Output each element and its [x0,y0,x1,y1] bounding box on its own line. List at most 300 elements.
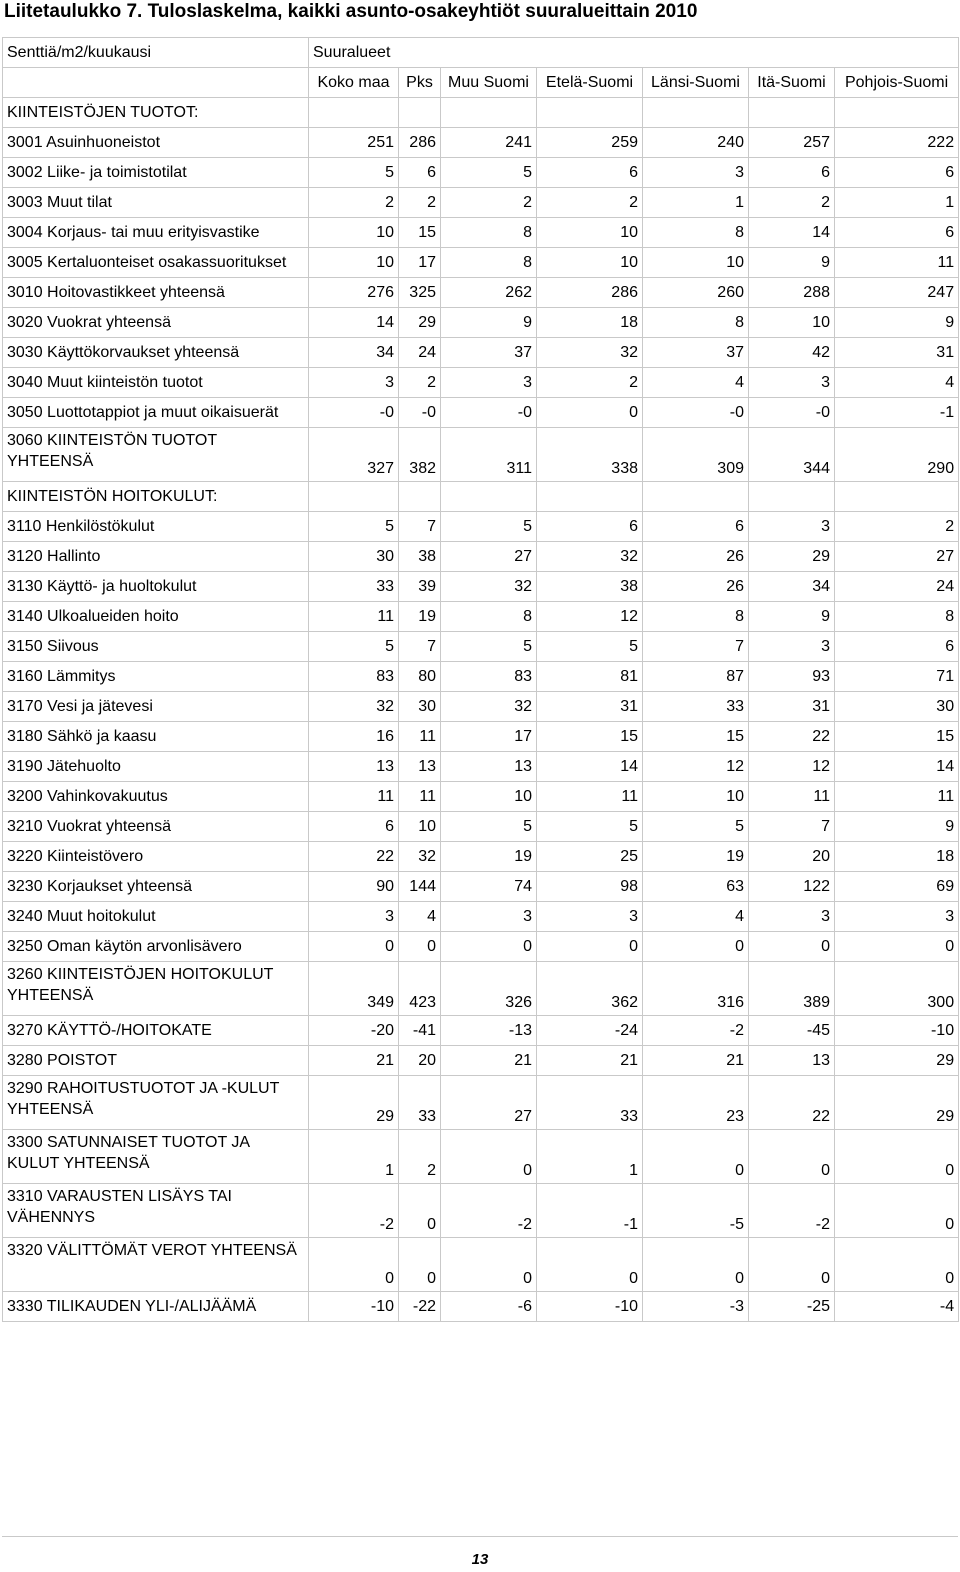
row-label: 3200 Vahinkovakuutus [3,782,309,812]
value-cell: 17 [441,722,537,752]
value-cell: 24 [399,338,441,368]
row-label: 3320 VÄLITTÖMÄT VEROT YHTEENSÄ [3,1238,309,1292]
value-cell: 0 [441,932,537,962]
value-cell: 325 [399,278,441,308]
value-cell: 11 [399,782,441,812]
value-cell: 3 [749,632,835,662]
row-label: 3020 Vuokrat yhteensä [3,308,309,338]
value-cell: 19 [441,842,537,872]
value-cell: 362 [537,962,643,1016]
row-label: 3060 KIINTEISTÖN TUOTOT YHTEENSÄ [3,428,309,482]
value-cell: 30 [309,542,399,572]
table-row [3,428,959,482]
row-label: 3260 KIINTEISTÖJEN HOITOKULUT YHTEENSÄ [3,962,309,1016]
row-label: 3130 Käyttö- ja huoltokulut [3,572,309,602]
table-row [3,248,959,278]
value-cell: 2 [309,188,399,218]
value-cell: -20 [309,1016,399,1046]
table-row [3,1016,959,1046]
row-label: 3010 Hoitovastikkeet yhteensä [3,278,309,308]
value-cell: 81 [537,662,643,692]
column-header: Koko maa [309,68,399,98]
value-cell: 30 [399,692,441,722]
value-cell: 316 [643,962,749,1016]
value-cell: -10 [537,1292,643,1322]
value-cell: 9 [441,308,537,338]
value-cell: 10 [749,308,835,338]
value-cell: 6 [835,218,959,248]
value-cell: 251 [309,128,399,158]
value-cell: 0 [537,1238,643,1292]
value-cell: 3 [643,158,749,188]
row-label: KIINTEISTÖJEN TUOTOT: [3,98,309,128]
value-cell: 31 [749,692,835,722]
value-cell: 144 [399,872,441,902]
value-cell: -0 [309,398,399,428]
table-row [3,1046,959,1076]
value-cell: 311 [441,428,537,482]
value-cell: 260 [643,278,749,308]
value-cell: 5 [537,632,643,662]
value-cell: 423 [399,962,441,1016]
value-cell: 8 [441,218,537,248]
value-cell: 13 [309,752,399,782]
value-cell: 16 [309,722,399,752]
value-cell: 33 [309,572,399,602]
value-cell: 13 [441,752,537,782]
value-cell: 11 [749,782,835,812]
value-cell: 257 [749,128,835,158]
value-cell: 2 [835,512,959,542]
value-cell: 6 [399,158,441,188]
value-cell: -0 [441,398,537,428]
value-cell: 14 [309,308,399,338]
value-cell: 11 [309,602,399,632]
value-cell: 9 [835,308,959,338]
value-cell: -25 [749,1292,835,1322]
value-cell: 7 [399,632,441,662]
value-cell: 259 [537,128,643,158]
value-cell: 25 [537,842,643,872]
value-cell: 18 [537,308,643,338]
value-cell: 10 [309,248,399,278]
value-cell: 10 [537,248,643,278]
value-cell: 15 [835,722,959,752]
value-cell: 7 [749,812,835,842]
value-cell: 2 [537,368,643,398]
value-cell: 5 [643,812,749,842]
value-cell: 10 [399,812,441,842]
value-cell: 71 [835,662,959,692]
value-cell: 26 [643,542,749,572]
value-cell: 2 [749,188,835,218]
value-cell: 4 [643,368,749,398]
value-cell: 290 [835,428,959,482]
value-cell: 13 [749,1046,835,1076]
value-cell: 11 [309,782,399,812]
row-label: 3230 Korjaukset yhteensä [3,872,309,902]
table-row [3,902,959,932]
value-cell: 6 [537,158,643,188]
value-cell: 0 [399,1238,441,1292]
value-cell: 69 [835,872,959,902]
value-cell: -2 [643,1016,749,1046]
value-cell: 240 [643,128,749,158]
value-cell: 15 [537,722,643,752]
value-cell: 309 [643,428,749,482]
value-cell: 10 [441,782,537,812]
value-cell: 6 [309,812,399,842]
value-cell: 21 [309,1046,399,1076]
value-cell [749,98,835,128]
column-header: Muu Suomi [441,68,537,98]
value-cell: 8 [643,602,749,632]
value-cell: 30 [835,692,959,722]
value-cell: -0 [643,398,749,428]
value-cell: 1 [537,1130,643,1184]
row-label: 3160 Lämmitys [3,662,309,692]
value-cell: 14 [537,752,643,782]
value-cell: 5 [441,632,537,662]
value-cell: 19 [399,602,441,632]
table-row [3,842,959,872]
row-label: 3270 KÄYTTÖ-/HOITOKATE [3,1016,309,1046]
value-cell: 300 [835,962,959,1016]
value-cell: 382 [399,428,441,482]
value-cell: 1 [835,188,959,218]
row-label: 3180 Sähkö ja kaasu [3,722,309,752]
value-cell: 39 [399,572,441,602]
table-row [3,812,959,842]
table-row [3,542,959,572]
value-cell: -10 [835,1016,959,1046]
value-cell: 3 [537,902,643,932]
unit-label: Senttiä/m2/kuukausi [3,38,309,68]
value-cell: 2 [441,188,537,218]
column-header: Itä-Suomi [749,68,835,98]
value-cell: 2 [399,368,441,398]
value-cell: 98 [537,872,643,902]
value-cell: -45 [749,1016,835,1046]
value-cell [835,482,959,512]
value-cell: 222 [835,128,959,158]
value-cell: -24 [537,1016,643,1046]
value-cell: 3 [441,902,537,932]
value-cell: 8 [835,602,959,632]
value-cell: 21 [643,1046,749,1076]
value-cell: 37 [441,338,537,368]
value-cell: 10 [537,218,643,248]
value-cell: 63 [643,872,749,902]
value-cell: 12 [749,752,835,782]
value-cell: 5 [309,632,399,662]
value-cell: 11 [835,248,959,278]
value-cell: 1 [309,1130,399,1184]
value-cell: -2 [441,1184,537,1238]
row-label: 3001 Asuinhuoneistot [3,128,309,158]
value-cell: 5 [309,158,399,188]
value-cell: 74 [441,872,537,902]
value-cell: 4 [835,368,959,398]
table-row [3,338,959,368]
value-cell: 15 [643,722,749,752]
value-cell [749,482,835,512]
value-cell [399,98,441,128]
value-cell: 247 [835,278,959,308]
table-row [3,1292,959,1322]
value-cell: 0 [643,1238,749,1292]
value-cell: 93 [749,662,835,692]
row-label: 3110 Henkilöstökulut [3,512,309,542]
value-cell: 3 [749,902,835,932]
row-label: 3030 Käyttökorvaukset yhteensä [3,338,309,368]
value-cell: 0 [399,1184,441,1238]
value-cell: 5 [441,158,537,188]
value-cell: 10 [643,248,749,278]
table-row [3,752,959,782]
value-cell: -10 [309,1292,399,1322]
value-cell: 22 [309,842,399,872]
value-cell: 18 [835,842,959,872]
row-label: KIINTEISTÖN HOITOKULUT: [3,482,309,512]
value-cell: 26 [643,572,749,602]
value-cell: 11 [537,782,643,812]
table-row [3,1238,959,1292]
value-cell: 83 [309,662,399,692]
value-cell: 34 [749,572,835,602]
value-cell: 7 [643,632,749,662]
value-cell: 10 [309,218,399,248]
value-cell [441,482,537,512]
row-label: 3310 VARAUSTEN LISÄYS TAI VÄHENNYS [3,1184,309,1238]
value-cell: 21 [537,1046,643,1076]
value-cell: 0 [835,1184,959,1238]
value-cell: 1 [643,188,749,218]
row-label: 3240 Muut hoitokulut [3,902,309,932]
value-cell: 8 [643,218,749,248]
value-cell: 33 [537,1076,643,1130]
value-cell: 0 [749,1130,835,1184]
value-cell: 29 [749,542,835,572]
value-cell: 0 [643,1130,749,1184]
value-cell: 31 [835,338,959,368]
value-cell: 27 [441,1076,537,1130]
value-cell: -2 [309,1184,399,1238]
value-cell: 286 [537,278,643,308]
table-row [3,932,959,962]
value-cell: 34 [309,338,399,368]
value-cell: 13 [399,752,441,782]
row-label: 3330 TILIKAUDEN YLI-/ALIJÄÄMÄ [3,1292,309,1322]
value-cell: 0 [537,932,643,962]
value-cell: 90 [309,872,399,902]
table-row [3,188,959,218]
table-row [3,632,959,662]
table-row [3,962,959,1016]
row-label: 3005 Kertaluonteiset osakassuoritukset [3,248,309,278]
table-row [3,278,959,308]
table-row [3,98,959,128]
table-row [3,158,959,188]
value-cell: 29 [309,1076,399,1130]
value-cell: 5 [441,512,537,542]
value-cell: 6 [835,158,959,188]
value-cell: -2 [749,1184,835,1238]
value-cell: 3 [309,902,399,932]
value-cell: 5 [309,512,399,542]
table-row [3,512,959,542]
value-cell: 2 [399,1130,441,1184]
row-label: 3220 Kiinteistövero [3,842,309,872]
value-cell: 0 [749,932,835,962]
value-cell [643,482,749,512]
value-cell: 32 [309,692,399,722]
value-cell [835,98,959,128]
table-row [3,572,959,602]
value-cell: 12 [537,602,643,632]
value-cell: 31 [537,692,643,722]
value-cell: 3 [749,512,835,542]
value-cell: 42 [749,338,835,368]
column-header: Etelä-Suomi [537,68,643,98]
value-cell: 241 [441,128,537,158]
value-cell: 21 [441,1046,537,1076]
value-cell: 11 [835,782,959,812]
value-cell [441,98,537,128]
table-row [3,662,959,692]
value-cell: 0 [643,932,749,962]
value-cell: 0 [537,398,643,428]
table-row [3,872,959,902]
value-cell: 10 [643,782,749,812]
value-cell: 4 [643,902,749,932]
value-cell: -0 [399,398,441,428]
value-cell: 2 [399,188,441,218]
value-cell [643,98,749,128]
value-cell: 9 [835,812,959,842]
row-label: 3140 Ulkoalueiden hoito [3,602,309,632]
value-cell: 338 [537,428,643,482]
value-cell: 3 [835,902,959,932]
value-cell: 3 [441,368,537,398]
value-cell: 7 [399,512,441,542]
value-cell: 8 [441,602,537,632]
value-cell: -13 [441,1016,537,1046]
row-label: 3004 Korjaus- tai muu erityisvastike [3,218,309,248]
value-cell: 3 [309,368,399,398]
value-cell: 32 [537,338,643,368]
table-row [3,482,959,512]
value-cell: 6 [749,158,835,188]
value-cell: 9 [749,248,835,278]
value-cell: 17 [399,248,441,278]
header-blank-cell [3,68,309,98]
value-cell: 29 [399,308,441,338]
row-label: 3280 POISTOT [3,1046,309,1076]
value-cell: -5 [643,1184,749,1238]
value-cell: 32 [441,692,537,722]
column-header: Pks [399,68,441,98]
value-cell: -41 [399,1016,441,1046]
value-cell: 33 [643,692,749,722]
region-group-label: Suuralueet [309,38,959,68]
table-row [3,1130,959,1184]
value-cell: 0 [835,1130,959,1184]
value-cell [537,98,643,128]
value-cell [309,98,399,128]
table-row [3,1076,959,1130]
table-row [3,308,959,338]
value-cell: 344 [749,428,835,482]
value-cell: 8 [643,308,749,338]
value-cell: 349 [309,962,399,1016]
value-cell: 38 [537,572,643,602]
row-label: 3002 Liike- ja toimistotilat [3,158,309,188]
value-cell: 22 [749,722,835,752]
table-row [3,368,959,398]
row-label: 3250 Oman käytön arvonlisävero [3,932,309,962]
value-cell: 15 [399,218,441,248]
value-cell: -3 [643,1292,749,1322]
value-cell: 37 [643,338,749,368]
row-label: 3120 Hallinto [3,542,309,572]
value-cell: 6 [643,512,749,542]
value-cell: 14 [749,218,835,248]
value-cell: 6 [537,512,643,542]
value-cell: 12 [643,752,749,782]
value-cell: 6 [835,632,959,662]
value-cell: 32 [399,842,441,872]
value-cell: 5 [537,812,643,842]
column-header: Länsi-Suomi [643,68,749,98]
page-title: Liitetaulukko 7. Tuloslaskelma, kaikki asunto-osakeyhtiöt suuralueittain 2010 [4,1,698,22]
row-label: 3003 Muut tilat [3,188,309,218]
table-row [3,722,959,752]
value-cell: 32 [441,572,537,602]
value-cell: 0 [749,1238,835,1292]
row-label: 3050 Luottotappiot ja muut oikaisuerät [3,398,309,428]
value-cell: 0 [399,932,441,962]
value-cell: 262 [441,278,537,308]
value-cell [399,482,441,512]
value-cell: -0 [749,398,835,428]
table-row [3,398,959,428]
value-cell: 29 [835,1076,959,1130]
value-cell: 20 [399,1046,441,1076]
value-cell: 19 [643,842,749,872]
value-cell [537,482,643,512]
value-cell: 27 [441,542,537,572]
value-cell: 4 [399,902,441,932]
value-cell [309,482,399,512]
income-statement-table [2,37,959,1322]
value-cell: 23 [643,1076,749,1130]
value-cell: 0 [309,932,399,962]
value-cell: 24 [835,572,959,602]
value-cell: -4 [835,1292,959,1322]
row-label: 3150 Siivous [3,632,309,662]
column-header: Pohjois-Suomi [835,68,959,98]
value-cell: 288 [749,278,835,308]
value-cell: 2 [537,188,643,218]
value-cell: 22 [749,1076,835,1130]
value-cell: 20 [749,842,835,872]
row-label: 3170 Vesi ja jätevesi [3,692,309,722]
value-cell: 3 [749,368,835,398]
value-cell: -22 [399,1292,441,1322]
value-cell: 286 [399,128,441,158]
footer-rule [2,1536,958,1537]
